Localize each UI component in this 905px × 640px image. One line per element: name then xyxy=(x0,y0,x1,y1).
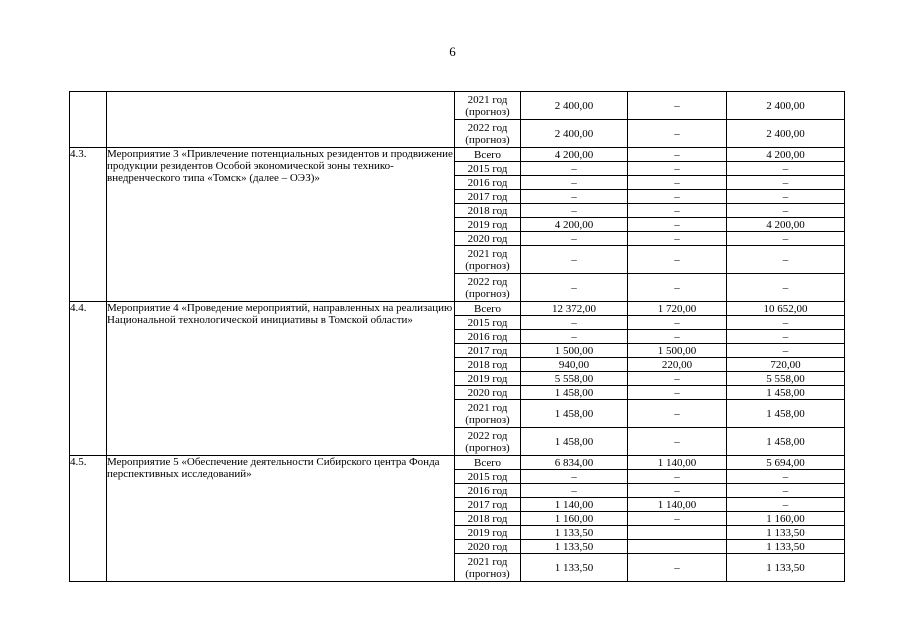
measure-name: Мероприятие 5 «Обеспечение деятельности Сибирского центра Фонда перспективных исследований» xyxy=(107,456,455,582)
year-cell: 2022 год (прогноз) xyxy=(455,120,521,148)
total-value: – xyxy=(521,190,628,204)
total-value: 2 400,00 xyxy=(521,92,628,120)
regional-value: – xyxy=(727,162,845,176)
total-value: – xyxy=(521,232,628,246)
total-value: – xyxy=(521,470,628,484)
federal-value: – xyxy=(628,316,727,330)
measure-name xyxy=(107,92,455,148)
year-cell: 2015 год xyxy=(455,316,521,330)
federal-value: 1 500,00 xyxy=(628,344,727,358)
table-row xyxy=(70,92,845,120)
federal-value: – xyxy=(628,92,727,120)
year-cell: 2020 год xyxy=(455,540,521,554)
item-number: 4.3. xyxy=(70,148,107,302)
regional-value: – xyxy=(727,204,845,218)
year-cell: 2016 год xyxy=(455,330,521,344)
federal-value: – xyxy=(628,218,727,232)
table-row xyxy=(70,456,845,470)
federal-value: – xyxy=(628,246,727,274)
regional-value: – xyxy=(727,344,845,358)
regional-value: 10 652,00 xyxy=(727,302,845,316)
regional-value: – xyxy=(727,470,845,484)
regional-value: 1 458,00 xyxy=(727,386,845,400)
federal-value: – xyxy=(628,148,727,162)
total-value: 1 133,50 xyxy=(521,540,628,554)
year-cell: 2015 год xyxy=(455,162,521,176)
federal-value xyxy=(628,540,727,554)
regional-value: 1 133,50 xyxy=(727,526,845,540)
federal-value: – xyxy=(628,372,727,386)
total-value: – xyxy=(521,274,628,302)
regional-value: 1 458,00 xyxy=(727,428,845,456)
year-cell: 2020 год xyxy=(455,232,521,246)
year-cell: 2018 год xyxy=(455,512,521,526)
regional-value: 4 200,00 xyxy=(727,148,845,162)
regional-value: – xyxy=(727,232,845,246)
year-cell: 2021 год (прогноз) xyxy=(455,400,521,428)
item-number: 4.4. xyxy=(70,302,107,456)
page-number: 6 xyxy=(449,44,456,59)
regional-value: 1 160,00 xyxy=(727,512,845,526)
total-value: 1 458,00 xyxy=(521,386,628,400)
regional-value: 4 200,00 xyxy=(727,218,845,232)
total-value: 1 160,00 xyxy=(521,512,628,526)
total-value: – xyxy=(521,316,628,330)
total-value: – xyxy=(521,204,628,218)
year-cell: 2017 год xyxy=(455,344,521,358)
regional-value: 1 133,50 xyxy=(727,540,845,554)
measure-name: Мероприятие 3 «Привлечение потенциальных резидентов и продвижение продукции резидентов Особой экономической зоны технико-внедренческого типа «Томск» (далее – ОЭЗ)» xyxy=(107,148,455,302)
total-value: 1 140,00 xyxy=(521,498,628,512)
total-value: 2 400,00 xyxy=(521,120,628,148)
regional-value: – xyxy=(727,316,845,330)
regional-value: – xyxy=(727,498,845,512)
federal-value: – xyxy=(628,554,727,582)
measure-name: Мероприятие 4 «Проведение мероприятий, направленных на реализацию Национальной технологической инициативы в Томской области» xyxy=(107,302,455,456)
year-cell: Всего xyxy=(455,456,521,470)
federal-value xyxy=(628,526,727,540)
item-number xyxy=(70,92,107,148)
federal-value: 220,00 xyxy=(628,358,727,372)
federal-value: – xyxy=(628,470,727,484)
year-cell: 2018 год xyxy=(455,204,521,218)
regional-value: – xyxy=(727,176,845,190)
total-value: 1 458,00 xyxy=(521,428,628,456)
year-cell: Всего xyxy=(455,302,521,316)
regional-value: – xyxy=(727,190,845,204)
year-cell: 2020 год xyxy=(455,386,521,400)
total-value: 1 133,50 xyxy=(521,554,628,582)
year-cell: 2021 год (прогноз) xyxy=(455,554,521,582)
table-row xyxy=(70,148,845,162)
total-value: – xyxy=(521,176,628,190)
year-cell: 2021 год (прогноз) xyxy=(455,246,521,274)
federal-value: – xyxy=(628,484,727,498)
federal-value: – xyxy=(628,232,727,246)
federal-value: – xyxy=(628,400,727,428)
regional-value: 5 558,00 xyxy=(727,372,845,386)
regional-value: – xyxy=(727,330,845,344)
federal-value: – xyxy=(628,330,727,344)
year-cell: 2019 год xyxy=(455,372,521,386)
year-cell: 2016 год xyxy=(455,484,521,498)
table-row xyxy=(70,302,845,316)
federal-value: – xyxy=(628,120,727,148)
federal-value: 1 720,00 xyxy=(628,302,727,316)
total-value: 5 558,00 xyxy=(521,372,628,386)
total-value: 1 133,50 xyxy=(521,526,628,540)
year-cell: 2022 год (прогноз) xyxy=(455,428,521,456)
federal-value: – xyxy=(628,190,727,204)
regional-value: 720,00 xyxy=(727,358,845,372)
federal-value: – xyxy=(628,386,727,400)
year-cell: 2016 год xyxy=(455,176,521,190)
federal-value: – xyxy=(628,162,727,176)
federal-value: – xyxy=(628,428,727,456)
total-value: 4 200,00 xyxy=(521,148,628,162)
total-value: 1 500,00 xyxy=(521,344,628,358)
year-cell: 2017 год xyxy=(455,498,521,512)
total-value: – xyxy=(521,246,628,274)
regional-value: – xyxy=(727,246,845,274)
year-cell: 2019 год xyxy=(455,218,521,232)
total-value: – xyxy=(521,330,628,344)
regional-value: – xyxy=(727,484,845,498)
federal-value: 1 140,00 xyxy=(628,456,727,470)
regional-value: 1 133,50 xyxy=(727,554,845,582)
federal-value: – xyxy=(628,512,727,526)
regional-value: 5 694,00 xyxy=(727,456,845,470)
year-cell: 2019 год xyxy=(455,526,521,540)
total-value: – xyxy=(521,484,628,498)
federal-value: 1 140,00 xyxy=(628,498,727,512)
total-value: – xyxy=(521,162,628,176)
regional-value: 1 458,00 xyxy=(727,400,845,428)
year-cell: 2018 год xyxy=(455,358,521,372)
budget-table xyxy=(69,91,845,582)
total-value: 1 458,00 xyxy=(521,400,628,428)
year-cell: 2017 год xyxy=(455,190,521,204)
federal-value: – xyxy=(628,204,727,218)
year-cell: 2021 год (прогноз) xyxy=(455,92,521,120)
year-cell: 2015 год xyxy=(455,470,521,484)
budget-table-body xyxy=(70,92,845,582)
total-value: 12 372,00 xyxy=(521,302,628,316)
total-value: 940,00 xyxy=(521,358,628,372)
year-cell: Всего xyxy=(455,148,521,162)
federal-value: – xyxy=(628,274,727,302)
total-value: 4 200,00 xyxy=(521,218,628,232)
federal-value: – xyxy=(628,176,727,190)
item-number: 4.5. xyxy=(70,456,107,582)
regional-value: 2 400,00 xyxy=(727,92,845,120)
year-cell: 2022 год (прогноз) xyxy=(455,274,521,302)
total-value: 6 834,00 xyxy=(521,456,628,470)
regional-value: 2 400,00 xyxy=(727,120,845,148)
regional-value: – xyxy=(727,274,845,302)
